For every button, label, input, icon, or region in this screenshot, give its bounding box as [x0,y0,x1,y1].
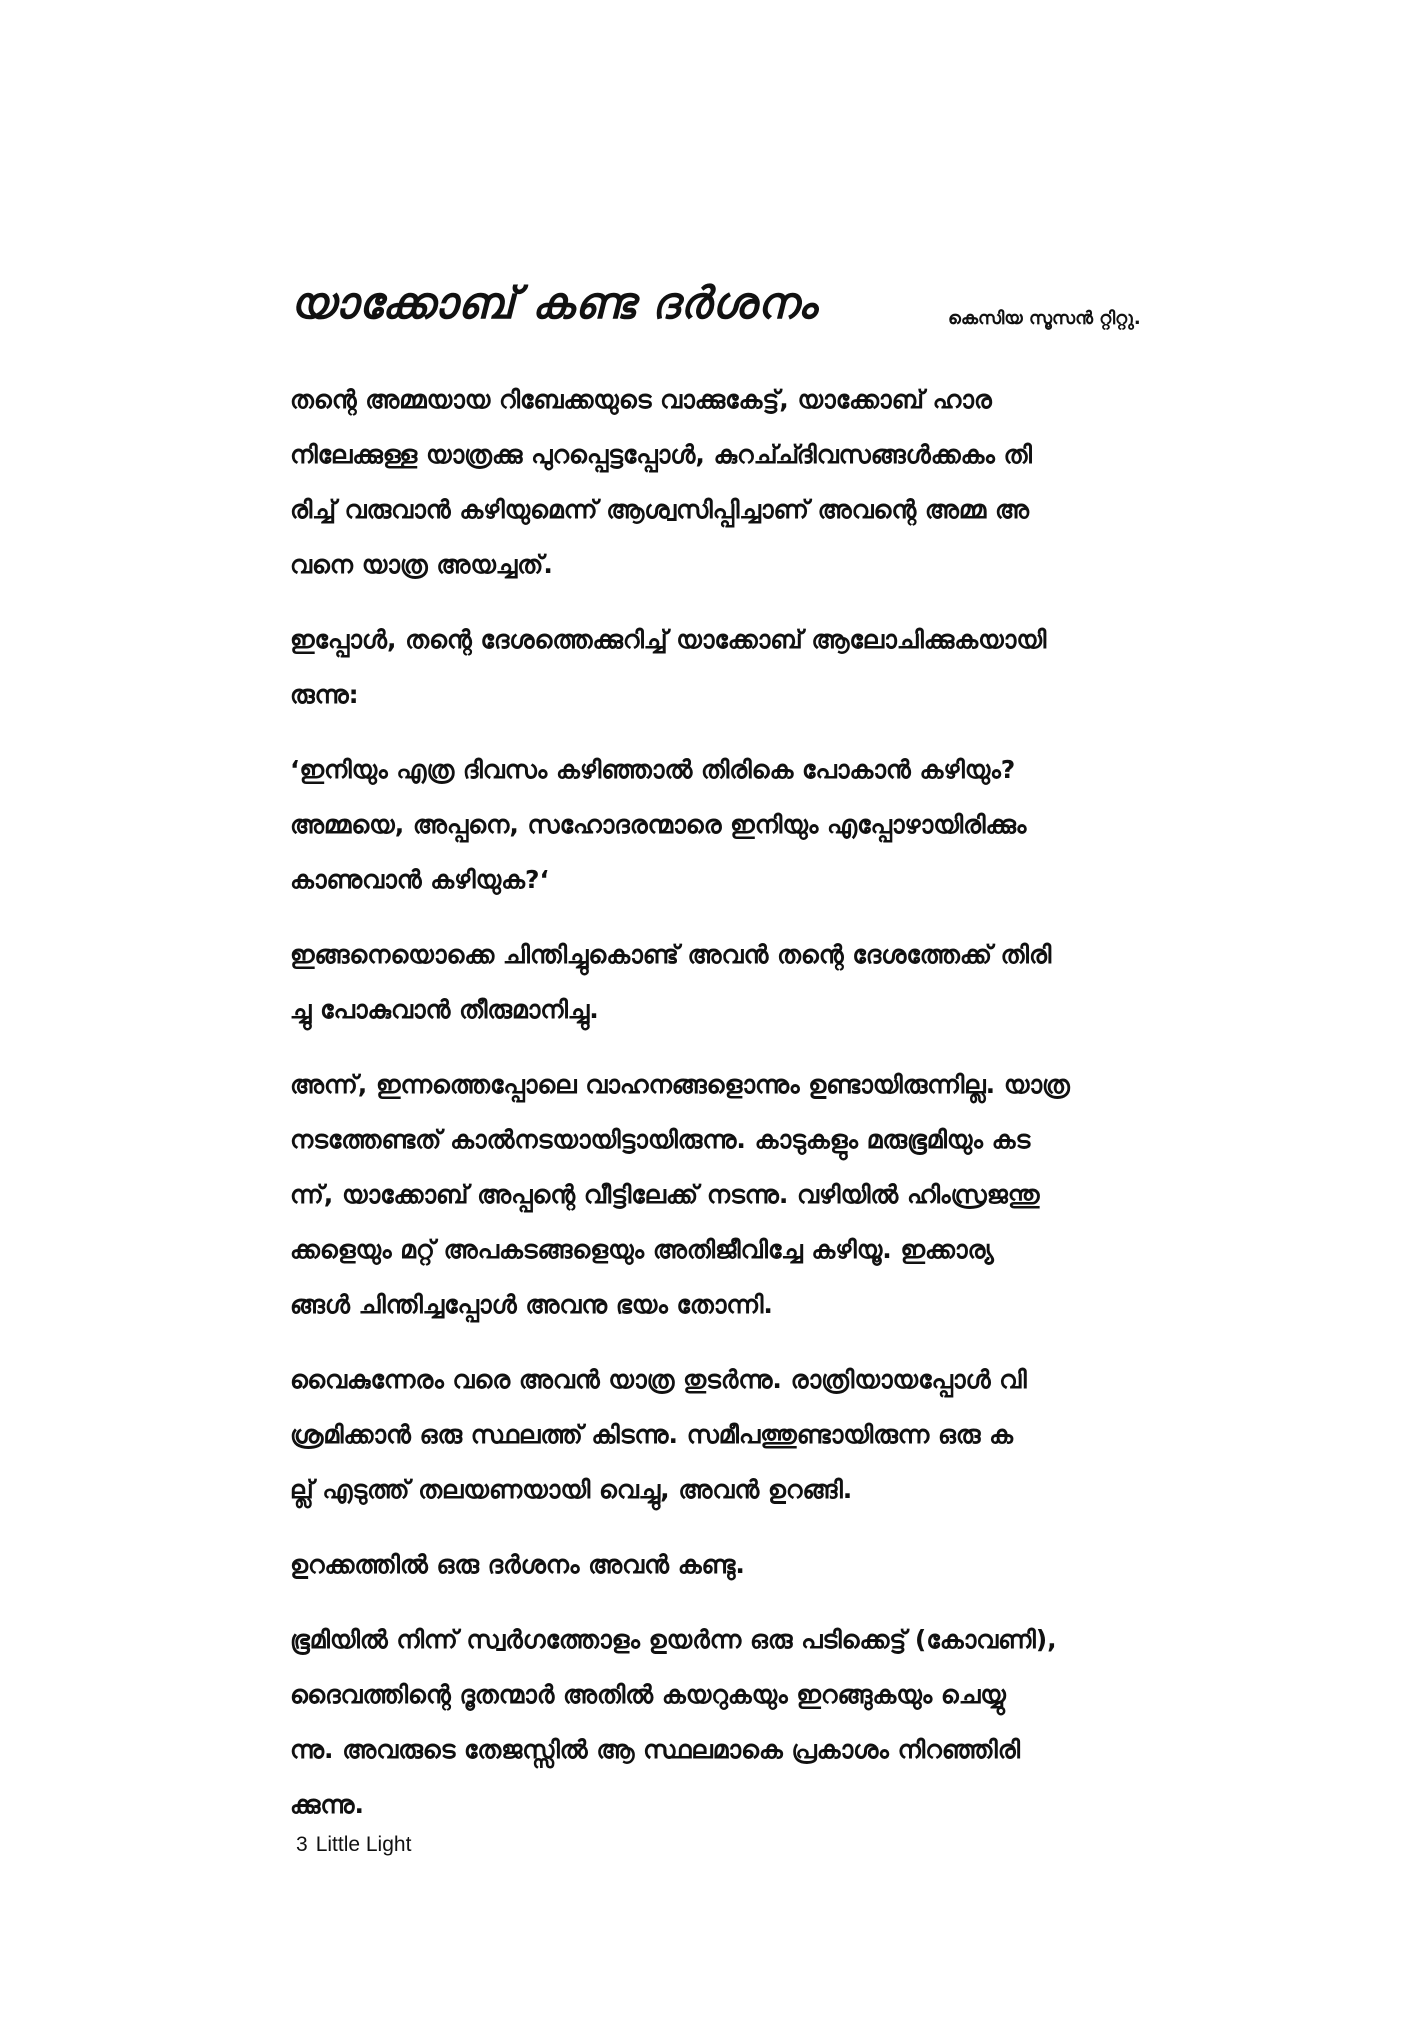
text-line: ങ്ങൾ ചിന്തിച്ചപ്പോൾ അവനു ഭയം തോന്നി. [290,1290,773,1319]
page-footer [296,1833,419,1857]
story-title: യാക്കോബ് കണ്ട ദർശനം [290,278,818,329]
paragraph-1 [290,372,1190,592]
text-line: കാണുവാൻ കഴിയുക?‘ [290,865,549,894]
text-line: നടത്തേണ്ടത് കാൽനടയായിട്ടായിരുന്നു. കാടുകളും മരുഭൂമിയും കട [290,1125,1031,1154]
text-line: അമ്മയെ, അപ്പനെ, സഹോദരന്മാരെ ഇനിയും എപ്പോഴായിരിക്കും [290,810,1027,839]
paragraph-8 [290,1612,1190,1832]
text-line: രിച്ച് വരുവാൻ കഴിയുമെന്ന് ആശ്വസിപ്പിച്ചാണ് അവന്റെ അമ്മ അ [290,495,1029,524]
text-line: ഇപ്പോൾ, തന്റെ ദേശത്തെക്കുറിച്ച് യാക്കോബ് ആലോചിക്കുകയായി [290,625,1047,654]
paragraph-4 [290,927,1190,1037]
text-line: ‘ഇനിയും എത്ര ദിവസം കഴിഞ്ഞാൽ തിരികെ പോകാൻ കഴിയും? [290,755,1016,784]
paragraph-7 [290,1537,1190,1592]
text-line: ന്നു. അവരുടെ തേജസ്സിൽ ആ സ്ഥലമാകെ പ്രകാശം നിറഞ്ഞിരി [290,1735,1021,1764]
story-body [290,372,1190,1852]
text-line: ക്കളെയും മറ്റ് അപകടങ്ങളെയും അതിജീവിച്ചേ കഴിയൂ. ഇക്കാര്യ [290,1235,994,1264]
text-line: വനെ യാത്ര അയച്ചത്. [290,550,553,579]
text-line: ഭൂമിയിൽ നിന്ന് സ്വർഗത്തോളം ഉയർന്ന ഒരു പടിക്കെട്ട് (കോവണി), [290,1625,1057,1654]
text-line: നിലേക്കുള്ള യാത്രക്കു പുറപ്പെട്ടപ്പോൾ, കുറച്ച്ദിവസങ്ങൾക്കകം തി [290,440,1032,469]
author-name: കെസിയ സൂസൻ റ്റിറ്റു. [948,308,1141,329]
text-line: ഉറക്കത്തിൽ ഒരു ദർശനം അവൻ കണ്ടു. [290,1550,745,1579]
text-line: അന്ന്, ഇന്നത്തെപ്പോലെ വാഹനങ്ങളൊന്നും ഉണ്ടായിരുന്നില്ല. യാത്ര [290,1070,1070,1099]
text-line: തന്റെ അമ്മയായ റിബേക്കയുടെ വാക്കുകേട്ട്, യാക്കോബ് ഹാര [290,385,992,414]
text-line: ക്കുന്നു. [290,1790,364,1819]
text-line: ശ്രമിക്കാൻ ഒരു സ്ഥലത്ത് കിടന്നു. സമീപത്തുണ്ടായിരുന്ന ഒരു ക [290,1420,1013,1449]
text-line: ഇങ്ങനെയൊക്കെ ചിന്തിച്ചുകൊണ്ട് അവൻ തന്റെ ദേശത്തേക്ക് തിരി [290,940,1052,969]
paragraph-2 [290,612,1190,722]
paragraph-6 [290,1352,1190,1517]
text-line: രുന്നു: [290,680,359,709]
paragraph-5 [290,1057,1190,1332]
publication-name: Little Light [315,1833,412,1856]
text-line: ല്ല് എടുത്ത് തലയണയായി വെച്ചു, അവൻ ഉറങ്ങി. [290,1475,853,1504]
text-line: ച്ചു പോകുവാൻ തീരുമാനിച്ചു. [290,995,599,1024]
text-line: വൈകുന്നേരം വരെ അവൻ യാത്ര തുടർന്നു. രാത്രിയായപ്പോൾ വി [290,1365,1027,1394]
paragraph-3-quote [290,742,1190,907]
page-number: 3 [296,1833,308,1856]
text-line: ദൈവത്തിന്റെ ദൂതന്മാർ അതിൽ കയറുകയും ഇറങ്ങുകയും ചെയ്യു [290,1680,1006,1709]
text-line: ന്ന്, യാക്കോബ് അപ്പന്റെ വീട്ടിലേക്ക് നടന്നു. വഴിയിൽ ഹിംസ്രജന്തു [290,1180,1040,1209]
